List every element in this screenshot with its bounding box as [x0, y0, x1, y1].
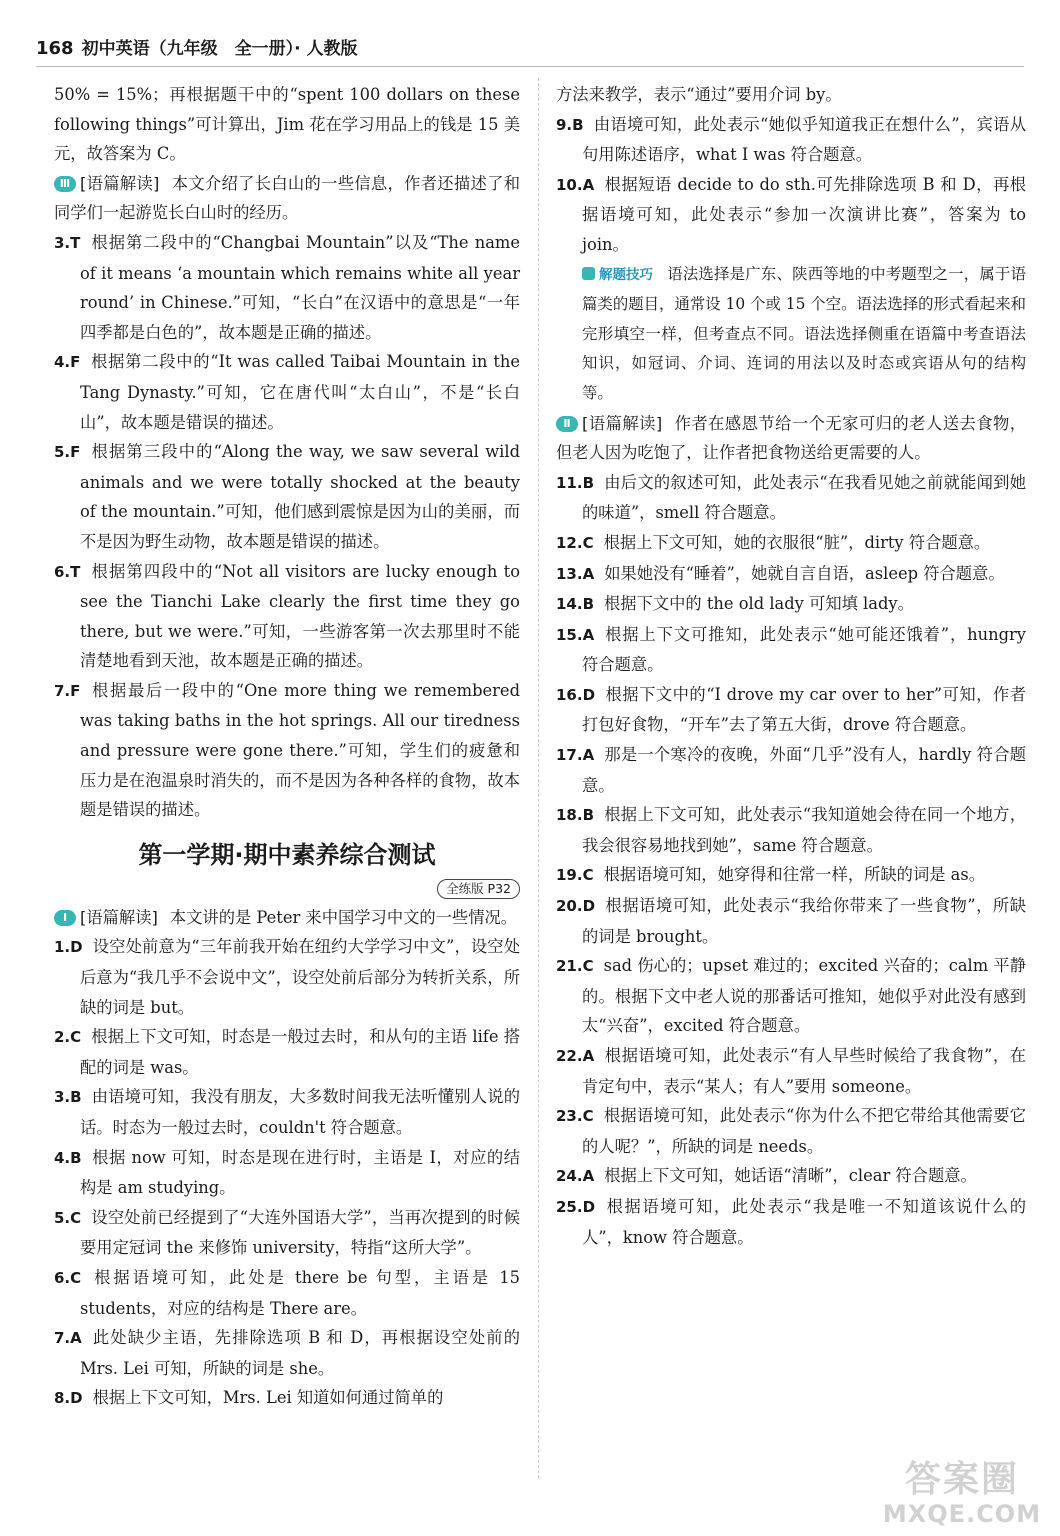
header-rule [36, 66, 1024, 67]
question-number: 3. [54, 1088, 71, 1107]
answer-key: D [70, 1389, 83, 1408]
question-number: 7. [54, 1329, 71, 1348]
answer-key: A [582, 564, 595, 583]
explanation-text: 由语境可知，此处表示“她似乎知道我正在想什么”，宾语从句用陈述语序，what I was 符合题意。 [582, 114, 1026, 165]
answer-item [556, 170, 1026, 260]
section-ref-badge: 全练版 P32 [437, 879, 520, 899]
passage-text: 作者在感恩节给一个无家可归的老人送去食物，但老人因为吃饱了，让作者把食物送给更需要的人。 [556, 413, 1026, 463]
passage-note-1 [54, 903, 520, 933]
answer-item [556, 559, 1026, 590]
answer-item [556, 589, 1026, 620]
explanation-text: 根据语境可知，此处表示“你为什么不把它带给其他需要它的人呢？”，所缺的词是 needs。 [582, 1106, 1026, 1156]
passage-note-3 [54, 169, 520, 228]
explanation-text: 根据第二段中的“Changbai Mountain”以及“The name of it means ‘a mountain which remains white all year round’ in Chinese.”可知，“长白”在汉语中的意思是“一年四季都是白色的”，故本题是正确的描述。 [80, 232, 520, 342]
answer-key: A [582, 746, 595, 765]
question-number: 16. [556, 685, 583, 704]
answer-key: C [582, 866, 594, 885]
explanation-text: 根据第四段中的“Not all visitors are lucky enough to see the Tianchi Lake clearly the first time they go there, but we were.”可知，一些游客第一次去那里时不能清楚地看到天池，故本题是正确的描述。 [80, 561, 520, 671]
passage-text: 本文介绍了长白山的一些信息，作者还描述了和同学们一起游览长白山时的经历。 [54, 173, 520, 223]
question-number: 15. [556, 625, 583, 644]
explanation-text: 由语境可知，我没有朋友，大多数时间我无法听懂别人说的话。时态为一般过去时，couldn't 符合题意。 [80, 1087, 520, 1137]
answer-key: F [70, 353, 81, 372]
watermark-bottom: MXQE.COM [882, 1500, 1042, 1528]
passage-label: [语篇解读] [80, 173, 160, 193]
question-number: 25. [556, 1197, 583, 1216]
answer-item [556, 1101, 1026, 1161]
question-number: 19. [556, 866, 583, 885]
tip-text: 语法选择是广东、陕西等地的中考题型之一，属于语篇类的题目，通常设 10 个或 15 个空。语法选择的形式看起来和完形填空一样，但考查点不同。语法选择侧重在语篇中考查语法知识，如冠词、介词、连词的用法以及时态或宾语从句的结构等。 [582, 264, 1026, 402]
explanation-text: 根据上下文可推知，此处表示“她可能还饿着”，hungry 符合题意。 [582, 624, 1026, 675]
explanation-text: 根据下文中的“I drove my car over to her”可知，作者打包好食物，“开车”去了第五大街，drove 符合题意。 [582, 684, 1026, 735]
answer-item [556, 1041, 1026, 1101]
question-number: 6. [54, 1268, 71, 1287]
answer-key: A [582, 625, 595, 644]
answer-key: C [70, 1028, 82, 1047]
answer-key: T [70, 562, 81, 581]
question-number: 13. [556, 564, 583, 583]
answer-item [54, 932, 520, 1022]
explanation-text: 根据上下文可知，此处表示“我知道她会待在同一个地方，我会很容易地找到她”，same 符合题意。 [582, 805, 1026, 855]
answer-item [556, 468, 1026, 528]
answer-key: B [70, 1088, 82, 1107]
explanation-text: 根据下文中的 the old lady 可知填 lady。 [604, 594, 914, 614]
continued-text: 50% = 15%；再根据题干中的“spent 100 dollars on these following things”可计算出，Jim 花在学习用品上的钱是 15 美元，故答案为 C。 [54, 85, 520, 164]
book-title: 初中英语（九年级 全一册）· 人教版 [81, 39, 358, 59]
explanation-text: 根据语境可知，此处是 there be 句型，主语是 15 students，对应的结构是 There are。 [80, 1267, 520, 1318]
question-number: 9. [556, 115, 573, 134]
answer-key: T [70, 233, 81, 252]
explanation-text: 根据语境可知，此处表示“我是唯一不知道该说什么的人”，know 符合题意。 [582, 1196, 1026, 1247]
question-number: 11. [556, 473, 583, 492]
explanation-text: 那是一个寒冷的夜晚，外面“几乎”没有人，hardly 符合题意。 [582, 745, 1026, 795]
continued-text: 方法来教学，表示“通过”要用介词 by。 [556, 85, 842, 104]
question-number: 14. [556, 595, 583, 614]
question-number: 7. [54, 681, 71, 700]
answer-list-grammar-cont [556, 110, 1026, 260]
column-divider [538, 78, 539, 1478]
explanation-text: 设空处前已经提到了“大连外国语大学”，当再次提到的时候要用定冠词 the 来修饰 university，特指“这所大学”。 [80, 1207, 520, 1258]
answer-key: B [582, 473, 595, 492]
passage-text: 本文讲的是 Peter 来中国学习中文的一些情况。 [169, 907, 518, 927]
question-number: 21. [556, 957, 583, 976]
answer-key: F [70, 681, 81, 700]
passage-icon: Ⅰ [54, 910, 76, 926]
answer-item [556, 951, 1026, 1041]
question-number: 24. [556, 1167, 583, 1186]
page-number: 168 [36, 38, 74, 59]
answer-list-cloze [556, 468, 1026, 1252]
explanation-text: 根据最后一段中的“One more thing we remembered was taking baths in the hot springs. All our tiredness and pressure were gone there.”可知，学生们的疲惫和压力是在泡温泉时消失的，而不是因为各种各样的食物，故本题是错误的描述。 [80, 680, 520, 820]
answer-key: C [70, 1208, 82, 1227]
watermark-top: 答案圈 [904, 1459, 1019, 1500]
answer-item [54, 228, 520, 347]
question-number: 4. [54, 353, 71, 372]
explanation-text: 根据第二段中的“It was called Taibai Mountain in the Tang Dynasty.”可知，它在唐代叫“太白山”，不是“长白山”，故本题是错误的描述。 [80, 352, 520, 432]
passage-icon: Ⅱ [556, 416, 578, 432]
answer-key: B [582, 806, 595, 825]
answer-item [54, 1263, 520, 1323]
answer-key: A [582, 175, 595, 194]
answer-key: D [582, 897, 596, 916]
explanation-text: 根据短语 decide to do sth.可先排除选项 B 和 D，再根据语境可知，此处表示“参加一次演讲比赛”，答案为 to join。 [582, 174, 1026, 254]
tip-badge-label: 解题技巧 [599, 266, 653, 283]
answer-list-reading [54, 228, 520, 825]
lightbulb-icon [582, 267, 595, 280]
question-number: 4. [54, 1148, 71, 1167]
explanation-text: 此处缺少主语，先排除选项 B 和 D，再根据设空处前的 Mrs. Lei 可知，所缺的词是 she。 [80, 1328, 520, 1378]
answer-key: C [70, 1268, 82, 1287]
passage-note-2 [556, 409, 1026, 468]
passage-label: [语篇解读] [80, 907, 158, 927]
passage-label: [语篇解读] [582, 413, 663, 433]
answer-item [54, 347, 520, 437]
answer-item [54, 1323, 520, 1383]
answer-item [54, 1383, 520, 1414]
answer-item [556, 860, 1026, 891]
answer-item [556, 1161, 1026, 1192]
explanation-text: 根据第三段中的“Along the way, we saw several wild animals and we were totally shocked at the beauty of the mountain.”可知，他们感到震惊是因为山的美丽，而不是因为野生动物，故本题是错误的描述。 [80, 442, 520, 551]
answer-key: C [582, 533, 594, 552]
answer-key: B [572, 115, 584, 134]
answer-key: A [70, 1329, 82, 1348]
answer-item [54, 1022, 520, 1082]
answer-key: D [582, 1197, 596, 1216]
tip-box [582, 260, 1026, 409]
answer-item [54, 437, 520, 556]
explanation-text: 根据语境可知，此处表示“我给你带来了一些食物”，所缺的词是 brought。 [582, 896, 1026, 946]
question-number: 23. [556, 1107, 583, 1126]
page-header [36, 34, 357, 64]
answer-key: D [70, 938, 83, 957]
left-column [54, 80, 520, 1414]
answer-key: A [582, 1047, 595, 1065]
question-number: 18. [556, 806, 583, 825]
question-number: 12. [556, 533, 583, 552]
answer-item [54, 676, 520, 825]
passage-icon: Ⅲ [54, 176, 76, 192]
answer-key: C [582, 1107, 594, 1126]
tip-badge [582, 261, 653, 291]
answer-key: C [582, 957, 594, 976]
explanation-text: 由后文的叙述可知，此处表示“在我看见她之前就能闻到她的味道”，smell 符合题意。 [582, 472, 1026, 523]
question-number: 5. [54, 1208, 71, 1227]
explanation-text: 根据上下文可知，Mrs. Lei 知道如何通过简单的 [92, 1388, 444, 1408]
question-number: 2. [54, 1028, 71, 1047]
answer-item [556, 528, 1026, 559]
explanation-text: 根据上下文可知，她的衣服很“脏”，dirty 符合题意。 [603, 532, 991, 552]
answer-item [556, 740, 1026, 800]
question-number: 5. [54, 443, 71, 462]
answer-key: B [582, 595, 595, 614]
answer-item [556, 800, 1026, 860]
watermark-logo [882, 1460, 1042, 1530]
explanation-text: 根据 now 可知，时态是现在进行时，主语是 I，对应的结构是 am studying。 [80, 1147, 520, 1198]
question-number: 20. [556, 897, 583, 916]
answer-item [54, 1082, 520, 1142]
explanation-text: 根据上下文可知，她话语“清晰”，clear 符合题意。 [604, 1166, 977, 1186]
answer-key: F [70, 443, 81, 462]
explanation-text: 根据语境可知，此处表示“有人早些时候给了我食物”，在肯定句中，表示“某人；有人”要用 someone。 [582, 1046, 1026, 1096]
answer-item [54, 557, 520, 676]
question-number: 10. [556, 175, 583, 194]
explanation-text: 根据上下文可知，时态是一般过去时，和从句的主语 life 搭配的词是 was。 [80, 1027, 520, 1077]
answer-key: A [582, 1167, 595, 1186]
section-title: 第一学期·期中素养综合测试 [138, 840, 436, 869]
question-number: 3. [54, 233, 71, 252]
right-column [556, 80, 1026, 1252]
explanation-text: 设空处前意为“三年前我开始在纽约大学学习中文”，设空处后意为“我几乎不会说中文”，设空处前后部分为转折关系，所缺的词是 but。 [80, 937, 520, 1017]
answer-key: D [582, 685, 596, 704]
question-number: 17. [556, 746, 583, 765]
answer-list-grammar [54, 932, 520, 1414]
question-number: 1. [54, 938, 71, 957]
answer-item [556, 680, 1026, 740]
answer-item [556, 110, 1026, 170]
answer-item [556, 620, 1026, 680]
question-number: 6. [54, 562, 71, 581]
section-ref-row [54, 875, 520, 901]
question-number: 8. [54, 1389, 71, 1408]
explanation-text: sad 伤心的；upset 难过的；excited 兴奋的；calm 平静的。根据下文中老人说的那番话可推知，她似乎对此没有感到太“兴奋”，excited 符合题意。 [582, 956, 1026, 1036]
explanation-text: 如果她没有“睡着”，她就自言自语，asleep 符合题意。 [604, 563, 1005, 583]
question-number: 22. [556, 1047, 583, 1065]
answer-item [556, 891, 1026, 951]
explanation-text: 根据语境可知，她穿得和往常一样，所缺的词是 as。 [603, 865, 986, 885]
answer-item [54, 1143, 520, 1203]
answer-item [556, 1192, 1026, 1252]
answer-key: B [70, 1148, 82, 1167]
answer-item [54, 1203, 520, 1263]
